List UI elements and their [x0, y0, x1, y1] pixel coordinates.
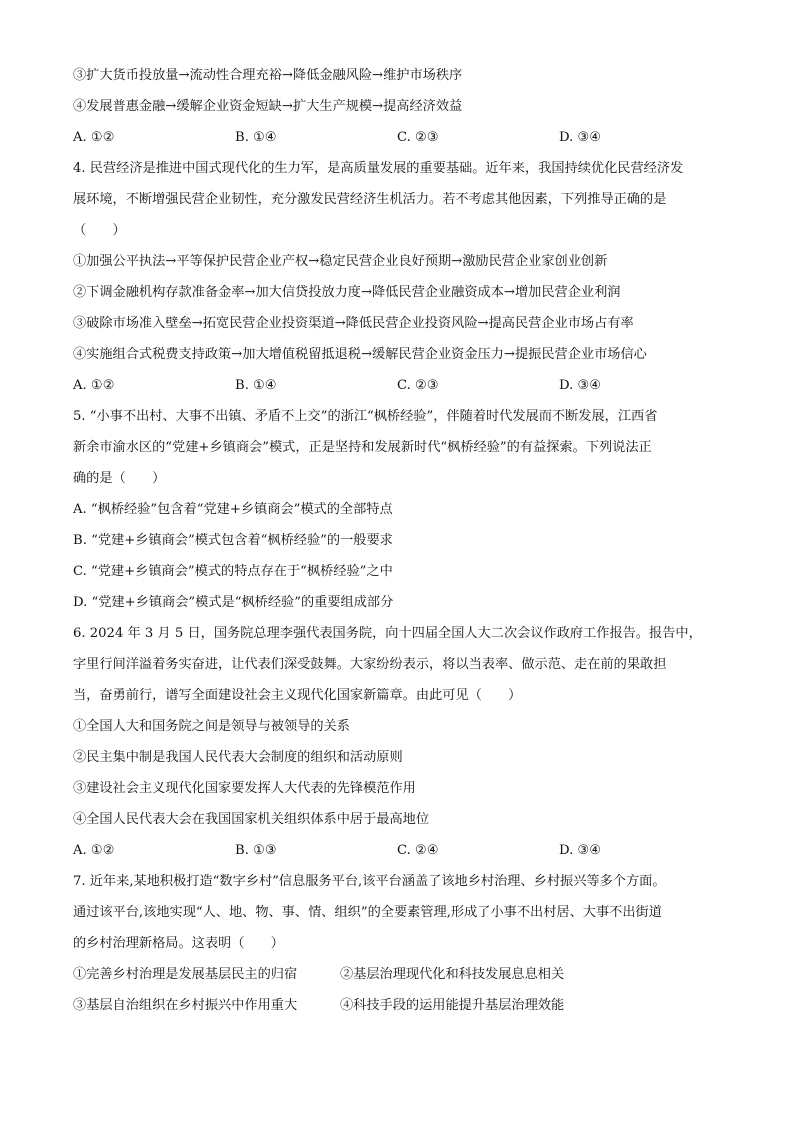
q6-item-2: ②民主集中制是我国人民代表大会制度的组织和活动原则	[73, 750, 403, 765]
q4-item-4: ④实施组合式税费支持政策→加大增值税留抵退税→缓解民营企业资金压力→提振民营企业市场信心	[73, 347, 647, 362]
q3-option-a: A. ①②	[73, 130, 115, 145]
q6-stem-line-1: 6. 2024 年 3 月 5 日，国务院总理李强代表国务院，向十四届全国人大二次会议作政府工作报告。报告中，	[73, 626, 702, 641]
q4-item-2: ②下调金融机构存款准备金率→加大信贷投放力度→降低民营企业融资成本→增加民营企业利润	[73, 285, 621, 300]
q5-stem-line-3: 确的是（ ）	[73, 471, 166, 486]
q6-option-d: D. ③④	[559, 843, 602, 858]
q7-item-4: ④科技手段的运用能提升基层治理效能	[340, 998, 565, 1013]
q4-item-1: ①加强公平执法→平等保护民营企业产权→稳定民营企业良好预期→激励民营企业家创业创新	[73, 254, 608, 269]
q7-items-row-1	[73, 959, 733, 990]
q6-item-4: ④全国人民代表大会在我国国家机关组织体系中居于最高地位	[73, 812, 430, 827]
q4-options	[73, 370, 733, 401]
q3-options	[73, 122, 733, 153]
q6-option-a: A. ①②	[73, 843, 115, 858]
q3-option-c: C. ②③	[397, 130, 439, 145]
q6-item-3: ③建设社会主义现代化国家要发挥人大代表的先锋模范作用	[73, 781, 416, 796]
q6-stem-line-2: 字里行间洋溢着务实奋进，让代表们深受鼓舞。大家纷纷表示，将以当表率、做示范、走在前的果敢担	[73, 657, 667, 672]
q4-option-a: A. ①②	[73, 378, 115, 393]
q7-item-1: ①完善乡村治理是发展基层民主的归宿	[73, 967, 298, 982]
q3-item-4: ④发展普惠金融→缓解企业资金短缺→扩大生产规模→提高经济效益	[73, 99, 463, 114]
q5-choice-a: A. “枫桥经验”包含着“党建+乡镇商会”模式的全部特点	[73, 502, 393, 517]
q7-item-2: ②基层治理现代化和科技发展息息相关	[340, 967, 565, 982]
q4-stem-line-1: 4. 民营经济是推进中国式现代化的生力军，是高质量发展的重要基础。近年来，我国持续优化民营经济发	[73, 161, 684, 176]
q4-option-b: B. ①④	[235, 378, 277, 393]
q6-stem-line-3: 当，奋勇前行，谱写全面建设社会主义现代化国家新篇章。由此可见（ ）	[73, 688, 522, 703]
q5-choice-c: C. “党建+乡镇商会”模式的特点存在于“枫桥经验”之中	[73, 564, 393, 579]
q7-stem-line-3: 的乡村治理新格局。这表明（ ）	[73, 936, 284, 951]
q3-item-3: ③扩大货币投放量→流动性合理充裕→降低金融风险→维护市场秩序	[73, 68, 463, 83]
q3-option-d: D. ③④	[559, 130, 602, 145]
q7-stem-line-2: 通过该平台,该地实现“人、地、物、事、情、组织”的全要素管理,形成了小事不出村居、大事不出街道	[73, 905, 662, 920]
q4-stem-line-3: （ ）	[73, 223, 126, 238]
q7-items-row-2	[73, 990, 733, 1021]
q6-option-c: C. ②④	[397, 843, 439, 858]
q7-stem-line-1: 7. 近年来,某地积极打造“数字乡村”信息服务平台,该平台涵盖了该地乡村治理、乡村振兴等多个方面。	[73, 874, 666, 889]
q6-item-1: ①全国人大和国务院之间是领导与被领导的关系	[73, 719, 350, 734]
exam-page	[73, 60, 733, 1021]
q7-item-3: ③基层自治组织在乡村振兴中作用重大	[73, 998, 298, 1013]
q5-stem-line-2: 新余市渝水区的“党建+乡镇商会”模式，正是坚持和发展新时代“枫桥经验”的有益探索。下列说法正	[73, 440, 652, 455]
q5-choice-d: D. “党建+乡镇商会”模式是“枫桥经验”的重要组成部分	[73, 595, 394, 610]
q4-stem-line-2: 展环境，不断增强民营企业韧性，充分激发民营经济生机活力。若不考虑其他因素，下列推导正确的是	[73, 192, 667, 207]
q5-stem-line-1: 5. “小事不出村、大事不出镇、矛盾不上交”的浙江“枫桥经验”，伴随着时代发展而不断发展，江西省	[73, 409, 658, 424]
q5-choice-b: B. “党建+乡镇商会”模式包含着“枫桥经验”的一般要求	[73, 533, 393, 548]
q4-option-c: C. ②③	[397, 378, 439, 393]
q6-option-b: B. ①③	[235, 843, 277, 858]
q4-item-3: ③破除市场准入壁垒→拓宽民营企业投资渠道→降低民营企业投资风险→提高民营企业市场占有率	[73, 316, 634, 331]
q4-option-d: D. ③④	[559, 378, 602, 393]
q3-option-b: B. ①④	[235, 130, 277, 145]
q6-options	[73, 835, 733, 866]
